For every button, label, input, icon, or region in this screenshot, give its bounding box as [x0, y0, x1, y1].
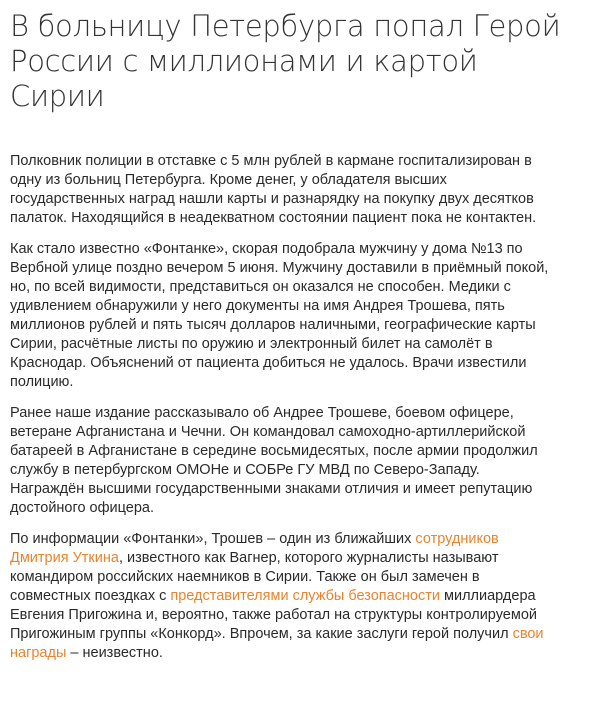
link-utkin-associates[interactable]: сотрудников Дмитрия Уткина	[10, 531, 499, 566]
article-paragraph-2: Как стало известно «Фонтанке», скорая подобрала мужчину у дома №13 по Вербной улице поздно вечером 5 июня. Мужчину доставили в приёмный покой, но, по всей видимости, представиться он оказался не способен. Медики с удивлением обнаружили у него документы на имя Андрея Трошева, пять миллионов рублей и пять тысяч долларов наличными, географические карты Сирии, расчётные листы по оружию и электронный билет на самолёт в Краснодар. Объяснений от пациента добиться не удалось. Врачи известили полицию.	[10, 241, 549, 390]
link-security-representatives[interactable]: представителями службы безопасности	[170, 588, 440, 604]
article-paragraph-4	[10, 530, 600, 663]
article-paragraph-1: Полковник полиции в отставке с 5 млн рублей в кармане госпитализирован в одну из больниц Петербурга. Кроме денег, у обладателя высших государственных наград нашли карты и разнарядку на покупку двух десятков палаток. Находящийся в неадекватном состоянии пациент пока не контактен.	[10, 153, 537, 226]
article-paragraph-3: Ранее наше издание рассказывало об Андрее Трошеве, боевом офицере, ветеране Афганистана и Чечни. Он командовал самоходно-артиллерийской батареей в Афганистане в середине восьмидесятых, после армии продолжил службу в петербургском ОМОНе и СОБРе ГУ МВД по Северо-Западу. Награждён высшими государственными знаками отличия и имеет репутацию достойного офицера.	[10, 405, 538, 516]
link-awards[interactable]: свои награды	[10, 626, 544, 661]
paragraph-4-text-4: – неизвестно.	[66, 645, 163, 661]
paragraph-4-text-2: , известного как Вагнер, которого журналисты называют командиром российских наемников в Сирии. Также он был замечен в совместных поездках с	[10, 550, 499, 604]
article-body	[10, 152, 600, 663]
paragraph-4-text-1: По информации «Фонтанки», Трошев – один из ближайших	[10, 531, 416, 547]
article	[10, 0, 600, 675]
article-title: В больницу Петербурга попал Герой России с миллионами и картой Сирии	[10, 9, 561, 113]
paragraph-4-text-3: миллиардера Евгения Пригожина и, вероятно, также работал на структуры контролируемой Пригожиным группы «Конкорд». Впрочем, за какие заслуги герой получил	[10, 588, 537, 642]
